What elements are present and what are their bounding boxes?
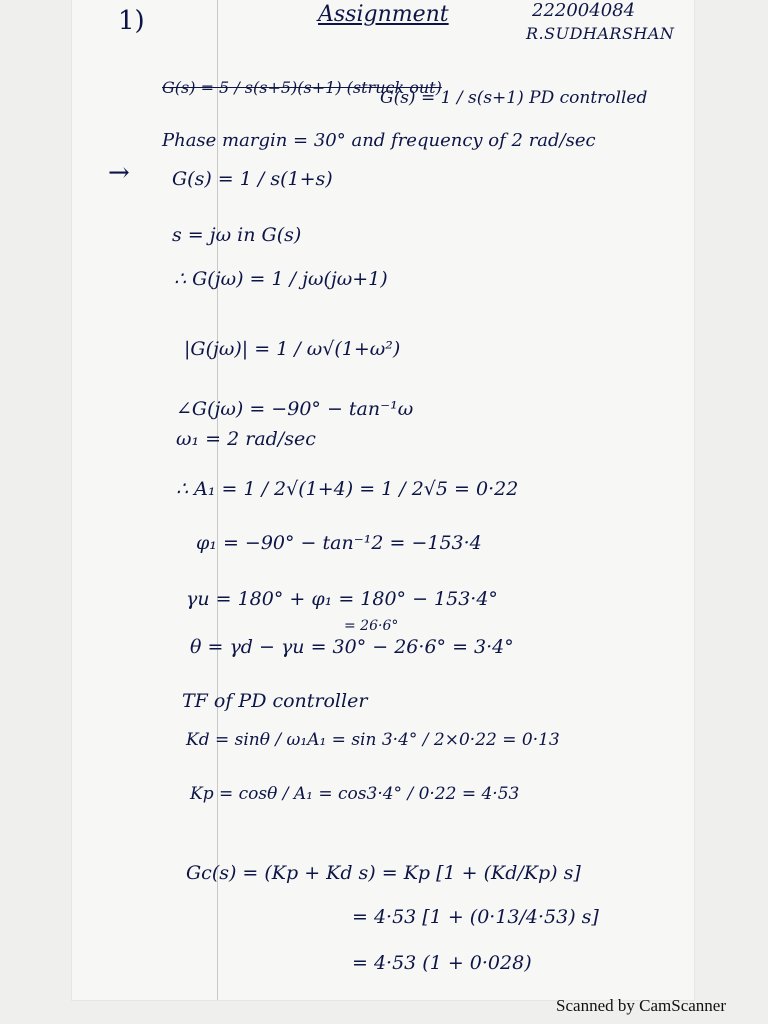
equation-line: = 26·6° [344, 618, 399, 634]
equation-line: θ = γd − γu = 30° − 26·6° = 3·4° [190, 636, 514, 658]
arrow-icon: → [108, 158, 130, 188]
struck-equation: G(s) = 5 / s(s+5)(s+1) (struck out) [162, 78, 442, 97]
transfer-function-line: G(s) = 1 / s(s+1) PD controlled [380, 88, 648, 108]
given-spec-line: Phase margin = 30° and frequency of 2 rad/sec [162, 130, 596, 151]
equation-line: Gc(s) = (Kp + Kd s) = Kp [1 + (Kd/Kp) s] [186, 862, 581, 884]
equation-line: |G(jω)| = 1 / ω√(1+ω²) [184, 338, 401, 360]
equation-line: ω₁ = 2 rad/sec [176, 428, 316, 450]
scanner-watermark: Scanned by CamScanner [556, 996, 726, 1015]
question-number: 1) [118, 6, 145, 36]
equation-line: Kp = cosθ / A₁ = cos3·4° / 0·22 = 4·53 [190, 784, 520, 804]
student-name: R.SUDHARSHAN [526, 24, 675, 43]
page-title: Assignment [318, 2, 449, 27]
equation-line: ∠G(jω) = −90° − tan⁻¹ω [176, 398, 414, 420]
equation-line: G(s) = 1 / s(1+s) [172, 168, 333, 190]
section-heading: TF of PD controller [182, 690, 368, 712]
equation-line: s = jω in G(s) [172, 224, 302, 246]
equation-line: φ₁ = −90° − tan⁻¹2 = −153·4 [196, 532, 482, 554]
equation-line: Kd = sinθ / ω₁A₁ = sin 3·4° / 2×0·22 = 0·13 [186, 730, 560, 750]
register-number: 222004084 [532, 0, 636, 21]
equation-line: = 4·53 [1 + (0·13/4·53) s] [352, 906, 599, 928]
equation-line: γu = 180° + φ₁ = 180° − 153·4° [186, 588, 498, 610]
equation-line: ∴ G(jω) = 1 / jω(jω+1) [174, 268, 388, 290]
equation-line: ∴ A₁ = 1 / 2√(1+4) = 1 / 2√5 = 0·22 [176, 478, 519, 500]
equation-line: = 4·53 (1 + 0·028) [352, 952, 532, 974]
